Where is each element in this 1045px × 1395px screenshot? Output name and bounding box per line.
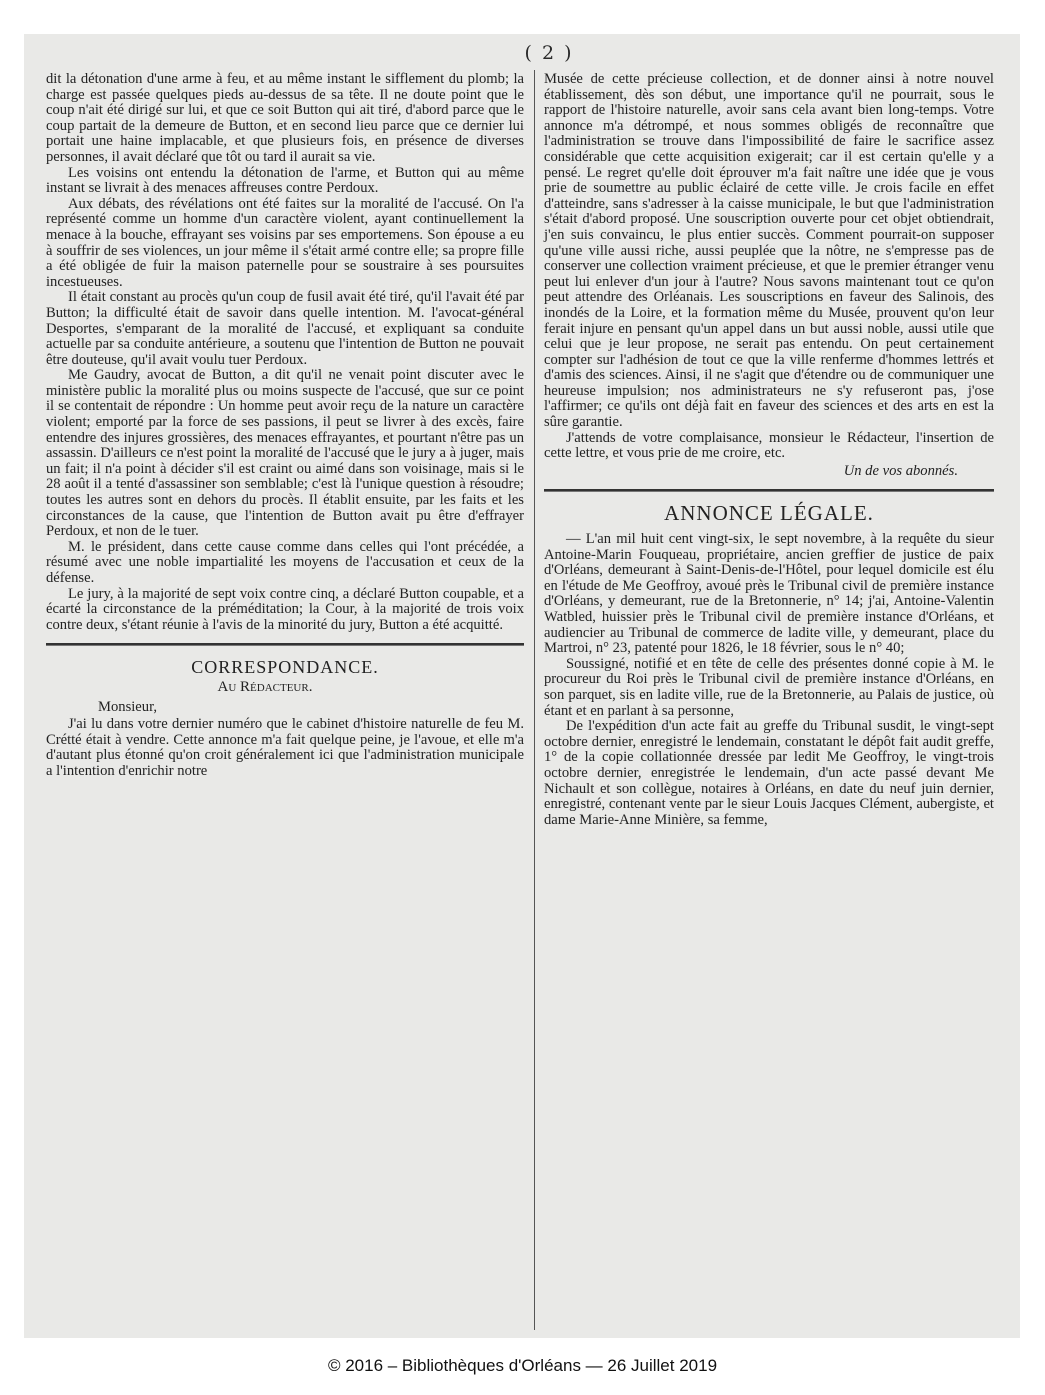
page-number: ( 2 )	[524, 42, 574, 64]
paragraph: Me Gaudry, avocat de Button, a dit qu'il ne venait point discuter avec le ministère public la moralité plus ou moins suspecte de l'accusé, que sur ce point il se contentait de répondre : Un homme peut avoir reçu de la nature un caractère violent; emporté par la force de ses passions, il peut se livrer à des excès, faire entendre des injures grossières, des menaces effrayantes, et pourtant n'être pas un assassin. D'ailleurs ce n'est point la moralité de l'accusé que le jury a à juger, mais un fait; il n'a point à décider s'il est craint ou aimé dans son voisinage, mais si le 28 août il a tenté d'assassiner son semblable; c'est là l'unique question à résoudre; toutes les autres sont en dehors du procès. Il établit ensuite, par les faits et les circonstances de la cause, que l'intention de Button avait pu être d'effrayer Perdoux, et non de le tuer.	[46, 367, 524, 540]
paragraph: Musée de cette précieuse collection, et de donner ainsi à notre nouvel établissement, dès son début, une importance qu'il ne pourrait, sous le rapport de l'histoire naturelle, avoir sans cela avant bien long-temps. Votre annonce m'a détrompé, et nous sommes obligés de reconnaître que l'administration se trouve dans l'impossibilité de faire le sacrifice assez considérable que cette acquisition exigerait; car il est certain qu'elle y a pensé. Le regret qu'elle doit éprouver m'a fait naître une idée que je vous prie de soumettre au public éclairé de cette ville. Je crois facile en effet d'atteindre, sans s'adresser à la caisse municipale, le but que l'administration s'était d'abord proposé. Une souscription ouverte pour cet objet obtiendrait, j'en suis convaincu, le plus entier succès. Comment pourrait-on supposer qu'une ville aussi riche, aussi peuplée que la nôtre, ne s'empresse pas de conserver une collection vraiment précieuse, et que le premier étranger venu peut lui enlever d'un jour à l'autre? Nous savons maintenant tout ce qu'on peut attendre des Orléanais. Les souscriptions en faveur des Salinois, des inondés de la Loire, et la formation même du Musée, prouvent qu'on leur ferait injure en pensant qu'un appel dans un but aussi noble, aussi utile que celui que je leur propose, ne serait pas entendu. On peut certainement compter sur l'adhésion de tout ce que la ville renferme d'hommes lettrés et d'amis des sciences. Ainsi, il ne s'agit que d'étendre ou de communiquer une heureuse impulsion; nos administrateurs ne s'y refuseront pas, j'ose l'affirmer; ce qu'ils ont déjà fait en faveur des sciences et des arts en est la sûre garantie.	[544, 71, 994, 431]
section-rule	[46, 643, 524, 646]
paragraph: J'attends de votre complaisance, monsieur le Rédacteur, l'insertion de cette lettre, et vous prie de me croire, etc.	[544, 429, 994, 462]
column-divider	[534, 70, 535, 1330]
newspaper-page	[24, 34, 1020, 1338]
letter-signature: Un de vos abonnés.	[843, 462, 958, 479]
paragraph: Aux débats, des révélations ont été faites sur la moralité de l'accusé. On l'a représenté comme un homme d'un caractère violent, ayant continuellement la menace à la bouche, effrayant ses voisins par ses emportemens. Son épouse a eu à souffrir de ses violences, un jour même il s'était armé contre elle; sa propre fille a été obligée de fuir la maison paternelle pour se soustraire à ses poursuites incestueuses.	[46, 195, 524, 290]
paragraph: Il était constant au procès qu'un coup de fusil avait été tiré, qu'il l'avait été par Button; la difficulté était de savoir dans quelle intention. M. l'avocat-général Desportes, s'emparant de la moralité de l'accusé, et expliquant sa conduite actuelle par sa conduite antérieure, a soutenu que l'intention de Button ne pouvait être douteuse, qu'il avait voulu tuer Perdoux.	[46, 289, 524, 368]
paragraph: M. le président, dans cette cause comme dans celles qui l'ont précédée, a résumé avec une noble impartialité les moyens de l'accusation et ceux de la défense.	[46, 538, 524, 586]
annonce-title: ANNONCE LÉGALE.	[664, 501, 874, 526]
left-column	[46, 72, 524, 780]
paragraph: — L'an mil huit cent vingt-six, le sept novembre, à la requête du sieur Antoine-Marin Fouqueau, propriétaire, ancien greffier de justice de paix d'Orléans, demeurant à Saint-Denis-de-l'Hôtel, pour lequel domicile est élu en l'étude de Me Geoffroy, avoué près le Tribunal civil de première instance d'Orléans, y demeurant, rue de la Bretonnerie, n° 14; j'ai, Antoine-Valentin Watbled, huissier près le Tribunal civil de première instance d'Orléans, et audiencier au Tribunal de commerce de ladite ville, y demeurant, place du Martroi, n° 23, patenté pour 1826, le 18 février, sous le n° 40;	[544, 531, 994, 657]
paragraph: dit la détonation d'une arme à feu, et au même instant le sifflement du plomb; la charge est passée quelques pieds au-dessus de sa tête. Il ne doute point que le coup n'ait été dirigé sur lui, et que ce soit Button qui ait tiré, d'abord parce que le coup partait de la demeure de Button, et en second lieu parce que ce dernier lui portait une haine implacable, et que plusieurs fois, en présence de diverses personnes, il avait déclaré que tôt ou tard il aurait sa vie.	[46, 71, 524, 165]
copyright-footer: © 2016 – Bibliothèques d'Orléans — 26 Juillet 2019	[327, 1356, 718, 1375]
paragraph: J'ai lu dans votre dernier numéro que le cabinet d'histoire naturelle de feu M. Crétté était à vendre. Cette annonce m'a fait quelque peine, je l'avoue, et elle m'a d'autant plus étonné qu'on croit généralement ici que l'administration municipale a l'intention d'enrichir notre	[46, 716, 524, 779]
correspondance-title: CORRESPONDANCE.	[191, 657, 379, 678]
paragraph: De l'expédition d'un acte fait au greffe du Tribunal susdit, le vingt-sept octobre dernier, enregistré le lendemain, constatant le dépôt fait audit greffe, 1° de la copie collationnée dressée par ledit Me Geoffroy, le vingt-trois octobre dernier, enregistrée le lendemain, d'un acte passé devant Me Nichault et son collègue, notaires à Orléans, en date du neuf juin dernier, enregistré, contenant vente par le sieur Louis Jacques Clément, aubergiste, et dame Marie-Anne Minière, sa femme,	[544, 718, 994, 828]
correspondance-salutation: Monsieur,	[98, 698, 158, 715]
section-rule	[544, 489, 994, 492]
correspondance-addressee: Au Rédacteur.	[217, 678, 313, 695]
paragraph: Le jury, à la majorité de sept voix contre cinq, a déclaré Button coupable, et a écarté la circonstance de la préméditation; la Cour, à la majorité de trois voix contre deux, s'étant réunie à l'avis de la minorité du jury, Button a été acquitté.	[46, 585, 524, 633]
right-column	[544, 72, 994, 828]
paragraph: Les voisins ont entendu la détonation de l'arme, et Button qui au même instant se livrait à des menaces affreuses contre Perdoux.	[46, 164, 524, 197]
paragraph: Soussigné, notifié et en tête de celle des présentes donné copie à M. le procureur du Roi près le Tribunal civil de première instance d'Orléans, en son parquet, sis en ladite ville, rue de la Bretonnerie, au Palais de justice, où étant et en parlant à sa personne,	[544, 655, 994, 719]
